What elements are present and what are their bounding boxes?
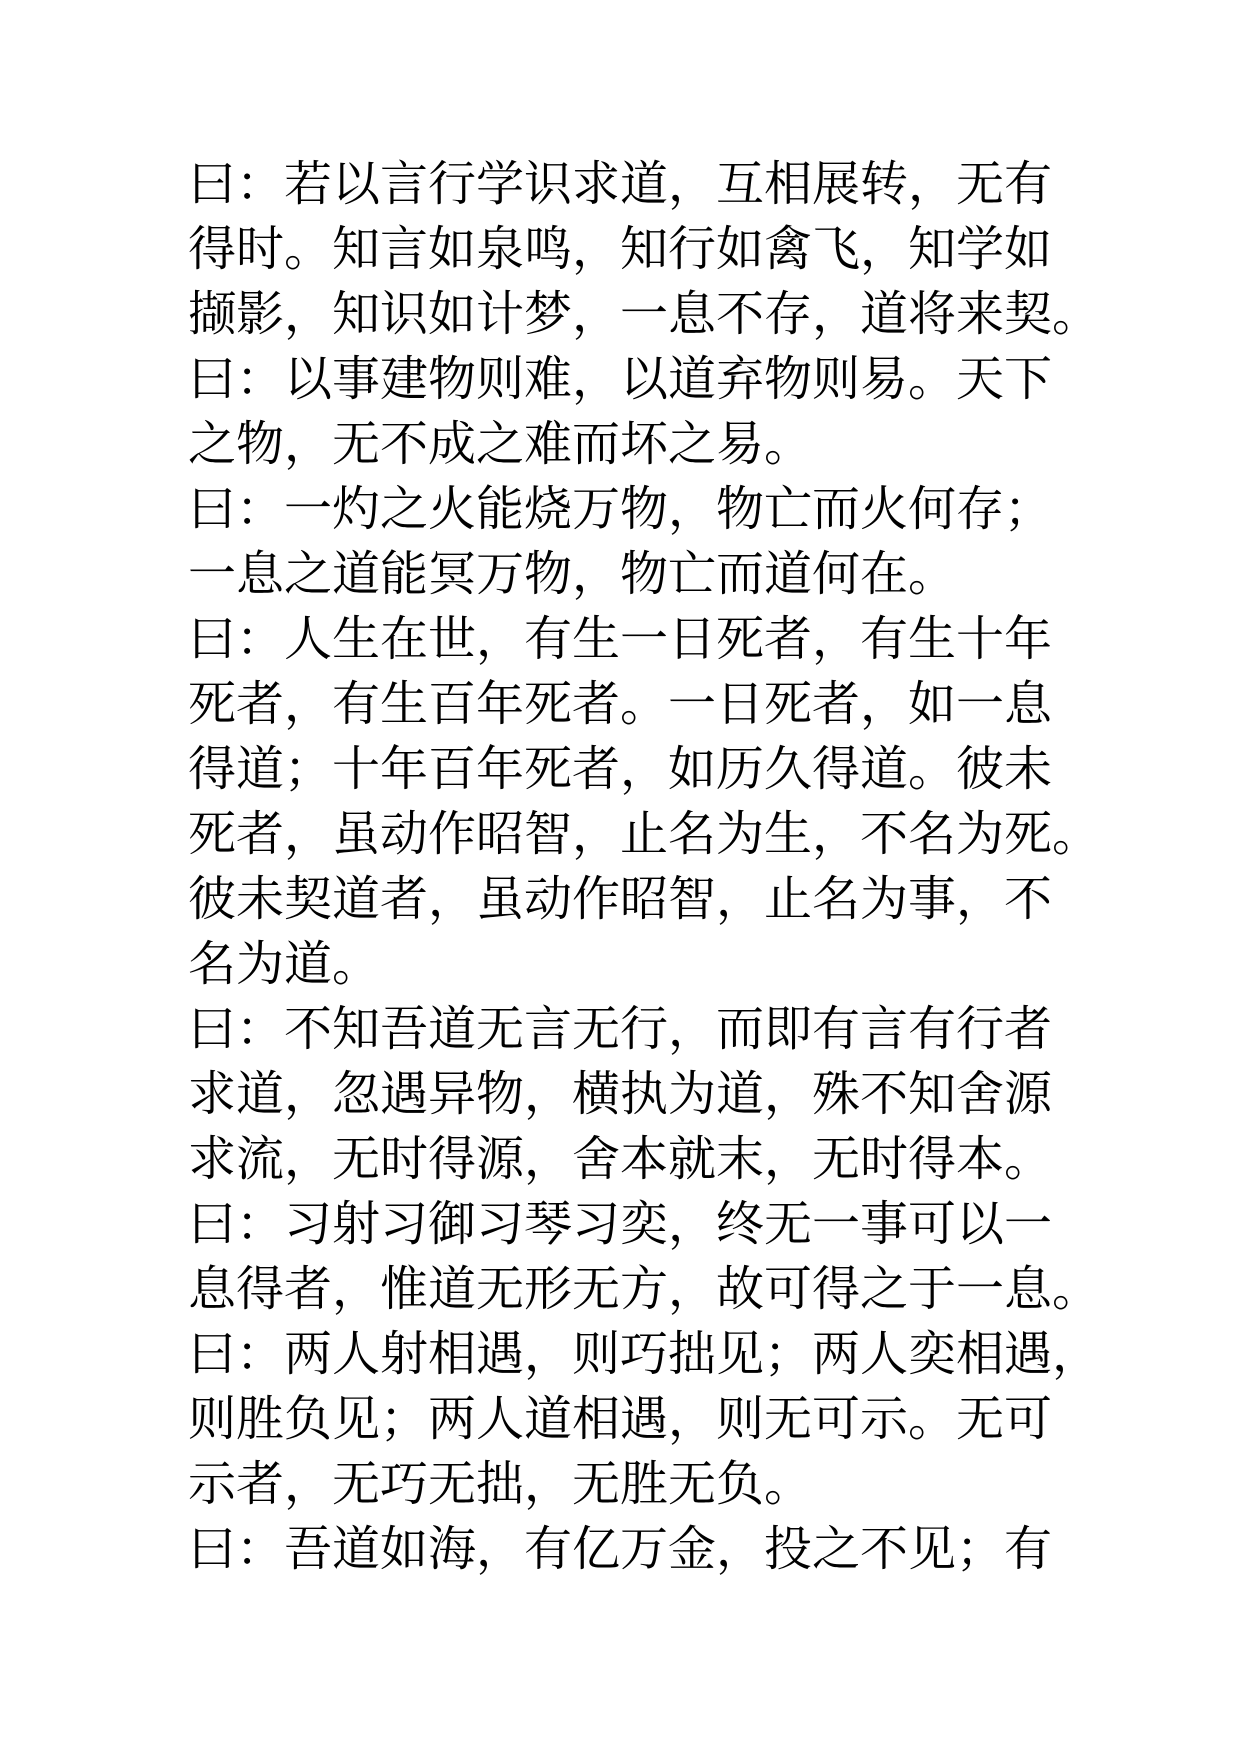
text-line: 息得者，惟道无形无方，故可得之于一息。 <box>188 1261 1101 1317</box>
body-text <box>188 152 1101 1582</box>
text-line: 则胜负见；两人道相遇，则无可示。无可 <box>188 1391 1053 1447</box>
text-line: 死者，有生百年死者。一日死者，如一息 <box>188 676 1053 732</box>
text-line: 曰：若以言行学识求道，互相展转，无有 <box>188 156 1053 212</box>
text-line: 之物，无不成之难而坏之易。 <box>188 416 813 472</box>
text-line: 曰：以事建物则难，以道弃物则易。天下 <box>188 351 1053 407</box>
text-line: 曰：人生在世，有生一日死者，有生十年 <box>188 611 1053 667</box>
text-line: 曰：一灼之火能烧万物，物亡而火何存； <box>188 481 1053 537</box>
text-line: 得道；十年百年死者，如历久得道。彼未 <box>188 741 1053 797</box>
text-line: 死者，虽动作昭智，止名为生，不名为死。 <box>188 806 1101 862</box>
text-line: 求道，忽遇异物，横执为道，殊不知舍源 <box>188 1066 1053 1122</box>
text-line: 示者，无巧无拙，无胜无负。 <box>188 1456 813 1512</box>
text-line: 曰：两人射相遇，则巧拙见；两人奕相遇， <box>188 1326 1101 1382</box>
text-line: 曰：吾道如海，有亿万金，投之不见；有 <box>188 1521 1053 1577</box>
text-line: 一息之道能冥万物，物亡而道何在。 <box>188 546 957 602</box>
text-line: 曰：不知吾道无言无行，而即有言有行者 <box>188 1001 1053 1057</box>
text-line: 名为道。 <box>188 936 381 992</box>
text-line: 得时。知言如泉鸣，知行如禽飞，知学如 <box>188 221 1053 277</box>
text-line: 彼未契道者，虽动作昭智，止名为事，不 <box>188 871 1053 927</box>
text-line: 撷影，知识如计梦，一息不存，道将来契。 <box>188 286 1101 342</box>
text-line: 求流，无时得源，舍本就末，无时得本。 <box>188 1131 1053 1187</box>
text-line: 曰：习射习御习琴习奕，终无一事可以一 <box>188 1196 1053 1252</box>
